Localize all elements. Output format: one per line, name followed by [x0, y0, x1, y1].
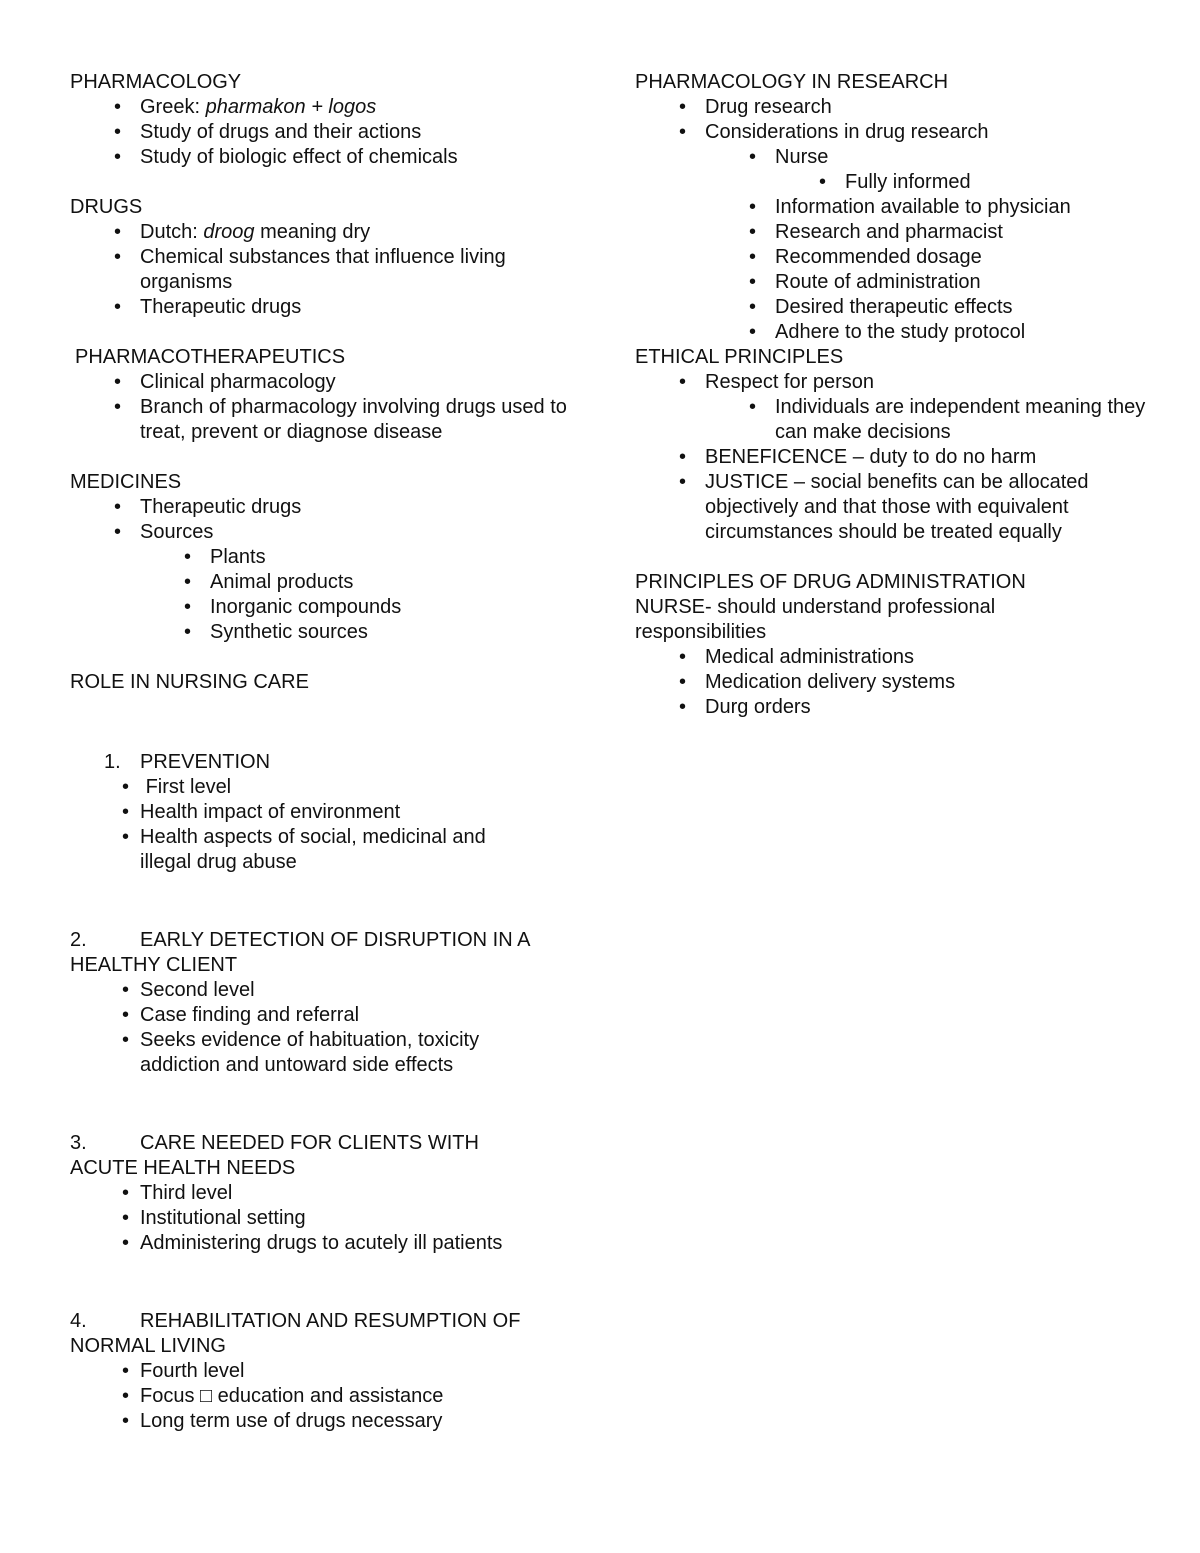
- list-item: • Desired therapeutic effects: [705, 295, 1155, 320]
- list-item: [705, 145, 1155, 195]
- list-item: [70, 220, 570, 245]
- greek-prefix: Greek:: [140, 96, 206, 118]
- heading-number: 4.: [70, 1310, 87, 1332]
- heading-number: 3.: [70, 1132, 87, 1154]
- nurse-list: [775, 170, 1155, 195]
- list-item: [635, 120, 1155, 345]
- drugs-list: [70, 220, 570, 320]
- list-item: • Fully informed: [775, 170, 1155, 195]
- nurse-label: Nurse: [775, 146, 829, 168]
- list-item: [70, 775, 570, 800]
- list-item: • Health aspects of social, medicinal and illegal drug abuse: [70, 825, 570, 875]
- research-title: PHARMACOLOGY IN RESEARCH: [635, 71, 949, 93]
- admin-list: [635, 645, 1155, 720]
- role-list-3: [70, 1181, 570, 1256]
- dutch-term: droog: [203, 221, 255, 243]
- list-item: • Inorganic compounds: [140, 595, 570, 620]
- dutch-suffix: meaning dry: [254, 221, 371, 243]
- list-item: • Seeks evidence of habituation, toxicity addiction and untoward side effects: [70, 1028, 570, 1078]
- role-list-2: [70, 978, 570, 1078]
- considerations-list: [705, 145, 1155, 345]
- list-item: • Fourth level: [70, 1359, 570, 1384]
- list-item: • JUSTICE – social benefits can be allocated objectively and that those with equivalent circumstances should be treated equally: [635, 470, 1155, 545]
- list-item: • Information available to physician: [705, 195, 1155, 220]
- list-item: • Clinical pharmacology: [70, 370, 570, 395]
- list-item: • Therapeutic drugs: [70, 295, 570, 320]
- list-item: • Case finding and referral: [70, 1003, 570, 1028]
- list-item: • Long term use of drugs necessary: [70, 1409, 570, 1434]
- role-heading-3: [70, 1128, 520, 1181]
- list-item: • Research and pharmacist: [705, 220, 1155, 245]
- pharmacology-list: [70, 95, 570, 170]
- role-list-1: [70, 775, 570, 875]
- list-item: • Administering drugs to acutely ill patients: [70, 1231, 570, 1256]
- considerations-label: Considerations in drug research: [705, 121, 989, 143]
- list-item: • Institutional setting: [70, 1206, 570, 1231]
- heading-text: CARE NEEDED FOR CLIENTS WITH ACUTE HEALTH NEEDS: [70, 1132, 479, 1179]
- heading-number: 2.: [70, 929, 87, 951]
- research-list: [635, 95, 1155, 345]
- list-item: • Third level: [70, 1181, 570, 1206]
- list-item: • Chemical substances that influence living organisms: [70, 245, 570, 295]
- right-column: [635, 70, 1155, 720]
- drugs-title: DRUGS: [70, 196, 143, 218]
- sources-list: [140, 545, 570, 645]
- pharmacotherapeutics-title: PHARMACOTHERAPEUTICS: [75, 346, 346, 368]
- greek-term: pharmakon + logos: [205, 96, 377, 118]
- list-item: • Drug research: [635, 95, 1155, 120]
- admin-title: PRINCIPLES OF DRUG ADMINISTRATION: [635, 571, 1026, 593]
- role-heading-2: [70, 925, 570, 978]
- list-item: • Individuals are independent meaning they can make decisions: [705, 395, 1155, 445]
- role-heading-4: [70, 1306, 570, 1359]
- sources-label: Sources: [140, 521, 214, 543]
- list-item: • Synthetic sources: [140, 620, 570, 645]
- list-item: • Durg orders: [635, 695, 1155, 720]
- list-item: • Recommended dosage: [705, 245, 1155, 270]
- heading-text: EARLY DETECTION OF DISRUPTION IN A HEALTHY CLIENT: [70, 929, 530, 976]
- list-item: • Second level: [70, 978, 570, 1003]
- medicines-list: [70, 495, 570, 645]
- list-item: [70, 95, 570, 120]
- ethics-title: ETHICAL PRINCIPLES: [635, 346, 844, 368]
- role-heading-1: [70, 750, 570, 775]
- list-item: • Study of drugs and their actions: [70, 120, 570, 145]
- list-item: [635, 370, 1155, 445]
- list-item: • Animal products: [140, 570, 570, 595]
- admin-intro: NURSE- should understand professional responsibilities: [635, 596, 996, 643]
- heading-text: REHABILITATION AND RESUMPTION OF NORMAL LIVING: [70, 1310, 521, 1357]
- left-column: [70, 70, 570, 1434]
- role-title: ROLE IN NURSING CARE: [70, 671, 309, 693]
- list-item: [70, 520, 570, 645]
- medicines-title: MEDICINES: [70, 471, 182, 493]
- item-text: First level: [145, 776, 232, 798]
- pharmacotherapeutics-list: [70, 370, 570, 445]
- list-item: • Adhere to the study protocol: [705, 320, 1155, 345]
- list-item: • Health impact of environment: [70, 800, 570, 825]
- list-item: • Therapeutic drugs: [70, 495, 570, 520]
- list-item: • Medical administrations: [635, 645, 1155, 670]
- dutch-prefix: Dutch:: [140, 221, 204, 243]
- list-item: • Route of administration: [705, 270, 1155, 295]
- list-item: • Study of biologic effect of chemicals: [70, 145, 570, 170]
- heading-text: PREVENTION: [140, 751, 271, 773]
- list-item: • Branch of pharmacology involving drugs used to treat, prevent or diagnose disease: [70, 395, 570, 445]
- list-item: • Focus □ education and assistance: [70, 1384, 570, 1409]
- list-item: • Plants: [140, 545, 570, 570]
- list-item: • Medication delivery systems: [635, 670, 1155, 695]
- ethics-list: [635, 370, 1155, 545]
- list-item: • BENEFICENCE – duty to do no harm: [635, 445, 1155, 470]
- pharmacology-title: PHARMACOLOGY: [70, 71, 242, 93]
- heading-number: 1.: [104, 751, 121, 773]
- respect-list: [705, 395, 1155, 445]
- role-list-4: [70, 1359, 570, 1434]
- respect-label: Respect for person: [705, 371, 874, 393]
